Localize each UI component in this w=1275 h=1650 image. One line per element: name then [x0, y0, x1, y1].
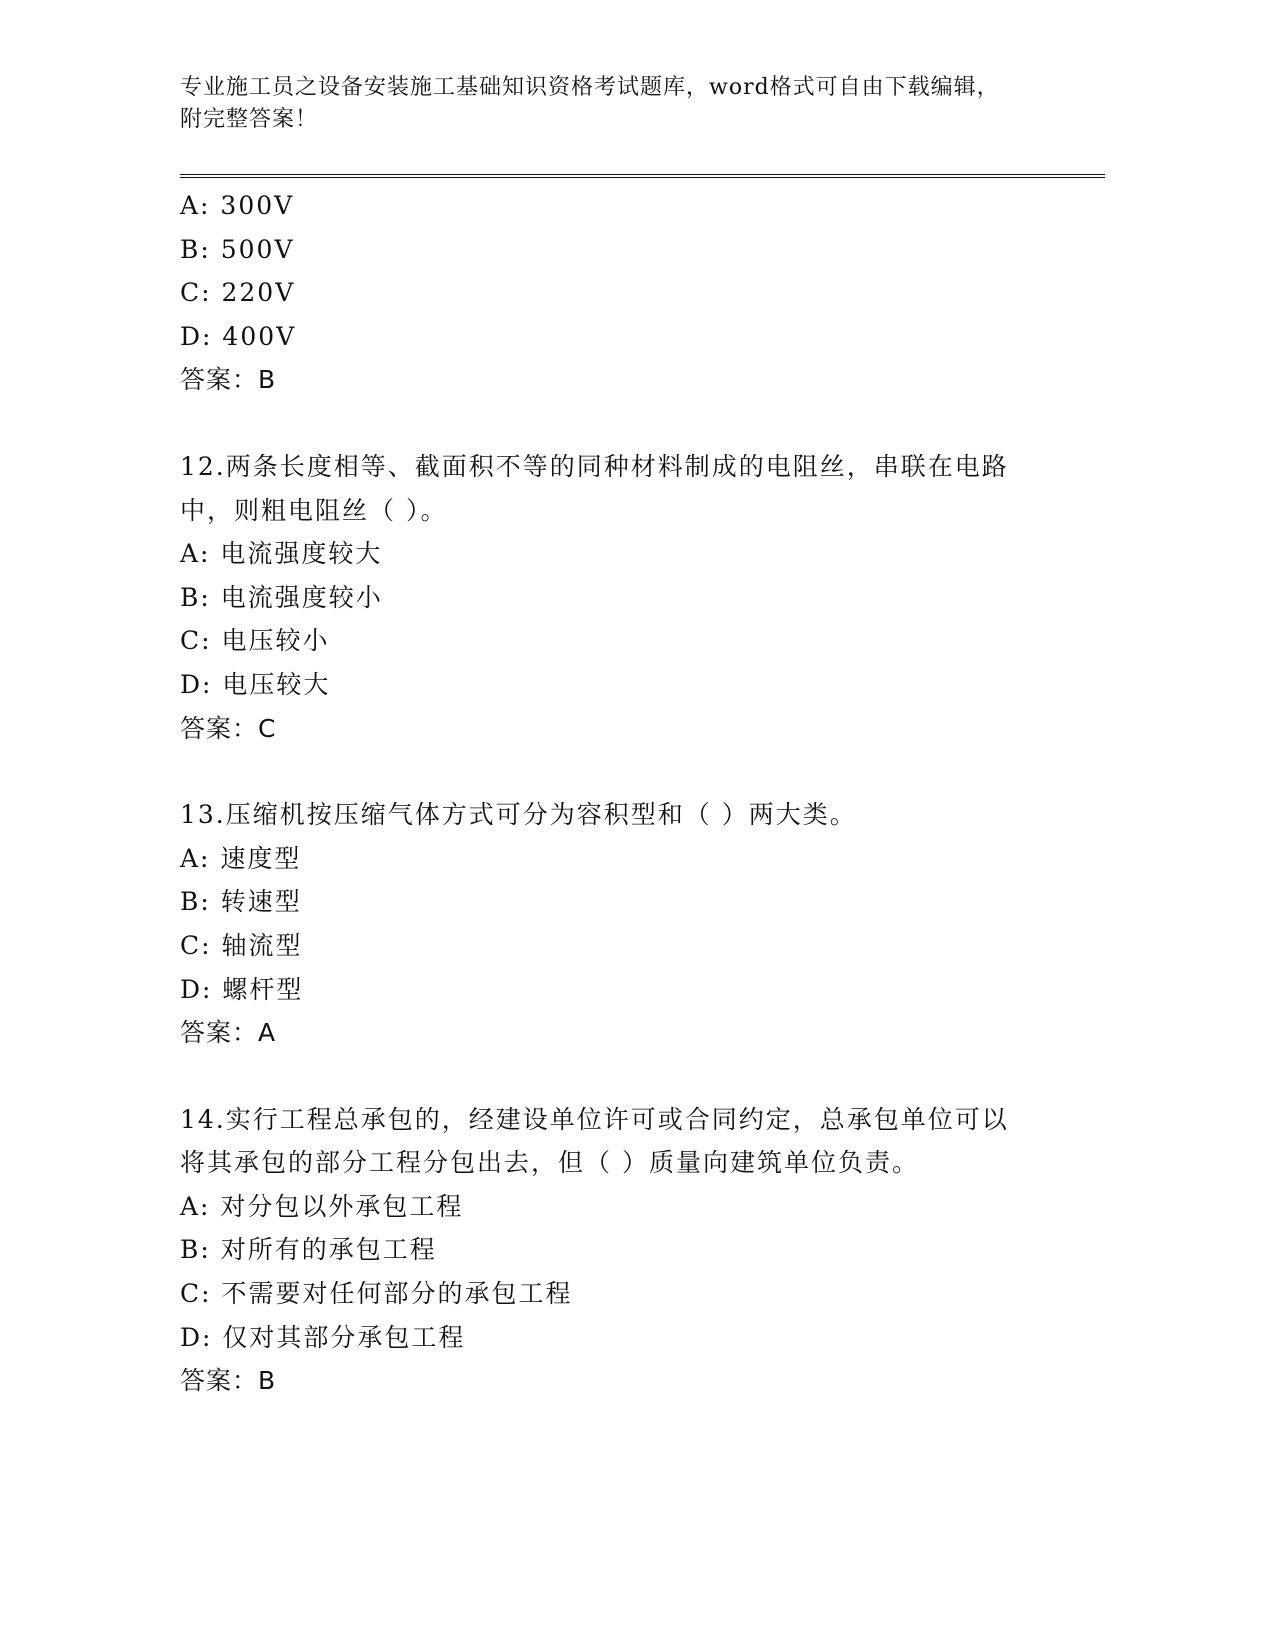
header-line-2: 附完整答案！ — [180, 107, 319, 132]
question-13 — [180, 793, 1040, 1055]
answer-line: 答案：B — [180, 365, 277, 395]
question-14 — [180, 1098, 1040, 1403]
spacer — [180, 1055, 1040, 1098]
option-a: A: 速度型 — [180, 843, 302, 873]
option-b: B: 电流强度较小 — [180, 582, 383, 612]
option-b: B: 500V — [180, 234, 295, 264]
option-a: A: 对分包以外承包工程 — [180, 1191, 464, 1221]
document-header — [180, 72, 1030, 136]
option-b: B: 转速型 — [180, 887, 302, 917]
question-12 — [180, 445, 1040, 750]
header-divider — [180, 174, 1105, 178]
option-d: D: 电压较大 — [180, 669, 331, 699]
question-list — [180, 184, 1040, 1403]
question-stem-continued: 将其承包的部分工程分包出去，但（ ）质量向建筑单位负责。 — [180, 1148, 919, 1178]
option-c: C: 轴流型 — [180, 930, 303, 960]
option-d: D: 仅对其部分承包工程 — [180, 1322, 466, 1352]
option-a: A: 电流强度较大 — [180, 539, 383, 569]
spacer — [180, 402, 1040, 445]
question-stem: 12.两条长度相等、截面积不等的同种材料制成的电阻丝，串联在电路 — [180, 451, 1009, 481]
answer-line: 答案：C — [180, 713, 277, 743]
option-a: A: 300V — [180, 191, 295, 220]
question-stem: 13.压缩机按压缩气体方式可分为容积型和（ ）两大类。 — [180, 800, 857, 830]
option-d: D: 螺杆型 — [180, 974, 304, 1004]
question-11 — [180, 184, 1040, 402]
option-c: C: 电压较小 — [180, 626, 330, 656]
question-stem-continued: 中，则粗电阻丝（ ）。 — [180, 495, 448, 525]
question-stem: 14.实行工程总承包的，经建设单位许可或合同约定，总承包单位可以 — [180, 1104, 1009, 1134]
option-d: D: 400V — [180, 321, 297, 351]
option-c: C: 220V — [180, 278, 296, 308]
spacer — [180, 750, 1040, 793]
option-b: B: 对所有的承包工程 — [180, 1235, 437, 1265]
answer-line: 答案：A — [180, 1018, 277, 1048]
answer-line: 答案：B — [180, 1366, 277, 1396]
header-line-1: 专业施工员之设备安装施工基础知识资格考试题库，word格式可自由下载编辑， — [180, 75, 1000, 100]
option-c: C: 不需要对任何部分的承包工程 — [180, 1279, 573, 1309]
